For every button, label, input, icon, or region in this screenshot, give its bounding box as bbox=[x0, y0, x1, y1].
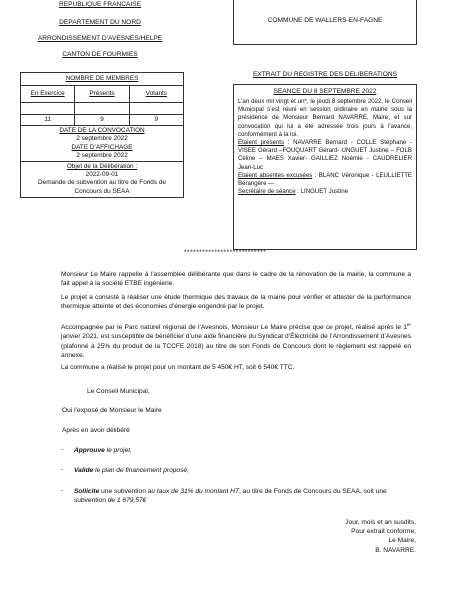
bullet-1-dash: - bbox=[61, 446, 64, 453]
objet-block bbox=[21, 162, 183, 197]
paragraph-4: La commune a réalisé le projet pour un montant de 5 450€ HT, soit 6 540€ TTC. bbox=[61, 364, 295, 371]
value-votants: 9 bbox=[129, 115, 183, 125]
paragraph-2: Le projet a consisté à réaliser une étude thermique des travaux de la mairie pour vérifier et attester de la performance thermique atteinte et des économies d’énergie engendré par le projet. bbox=[61, 294, 411, 311]
bullet-3-rest-2: , au titre de Fonds de Concours du SEAA, soit une subvention bbox=[74, 488, 387, 505]
members-values-row bbox=[21, 115, 183, 126]
members-header-row bbox=[21, 85, 183, 103]
bullet-2-rest: le plan de financement proposé, bbox=[93, 467, 189, 474]
convocation-label: DATE DE LA CONVOCATION bbox=[59, 127, 145, 135]
extract-intro: L’an deux mil vingt et un*, le jeudi 8 septembre 2022, le Conseil Municipal s’est réuni en session ordinaire en mairie sous la présidence de Monsieur Bernard NAVARRE, Maire, et sur convocation qui lui a été adressée trois jours à l’avance, conformément à la loi. bbox=[238, 98, 412, 138]
bullet-2 bbox=[74, 466, 414, 475]
bullet-1-rest: le projet, bbox=[104, 447, 132, 454]
seance-date: SEANCE DU 8 SEPTEMBRE 2022 bbox=[273, 88, 377, 95]
extract-box bbox=[233, 84, 417, 250]
secretaire-label: Secrétaire de séance bbox=[238, 188, 296, 196]
paragraph-1: Monsieur Le Maire rappelle à l’assemblée délibérante que dans le cadre de la rénovation de la mairie, la commune a fait appel à la société ETBE ingénierie. bbox=[61, 271, 411, 288]
objet-line-2: Concours du SEAA bbox=[74, 187, 130, 195]
paragraph-3-a: Accompagnée par le Parc naturel régional de l’Avesnois, Monsieur Le Maire précise que ce projet, réalisé après le 1 bbox=[61, 324, 407, 332]
header-line-republique: REPUBLIQUE FRANCAISE bbox=[58, 1, 142, 8]
header-en-exercice: En Exercice bbox=[30, 90, 65, 98]
secretaire-text: : LINGUET Justine bbox=[295, 188, 348, 196]
presents-label: Etaient présents bbox=[238, 139, 285, 147]
bullet-3-dash: - bbox=[61, 487, 64, 494]
extract-title: EXTRAIT DU REGISTRE DES DELIBERATIONS bbox=[252, 71, 398, 78]
convocation-block bbox=[21, 126, 183, 162]
bullet-3-italic-1: au taux de 31% du montant HT bbox=[147, 488, 239, 495]
oui-line: Oui l’exposé de Monsieur le Maire bbox=[62, 407, 162, 414]
separator: *************************** bbox=[183, 249, 267, 256]
header-line-canton: CANTON DE FOURMIES bbox=[62, 51, 138, 58]
paragraph-3 bbox=[61, 320, 411, 360]
commune-name: COMMUNE DE WALLERS-EN-FAGNE bbox=[267, 17, 383, 24]
header-line-arrondissement: ARRONDISSEMENT D’AVESNES/HELPE bbox=[37, 35, 163, 42]
bullet-3-italic-2: de 1 679,57€ bbox=[107, 497, 147, 505]
apres-line: Après en avoir délibéré bbox=[62, 427, 130, 434]
bullet-2-bold: Valide bbox=[74, 467, 94, 474]
extract-text bbox=[238, 98, 412, 196]
value-en-exercice: 11 bbox=[44, 116, 51, 124]
affichage-label: DATE D’AFFICHAGE bbox=[71, 143, 133, 151]
paragraph-3-b: janvier 2021, est susceptible de bénéficier d’une aide financière du Syndicat d’Électricité de l’Arrondissement d’Avesnes (plafonné à 25% du produit de la TCCFE 2018) au titre de son Fonds de Concours dont le règlement est rappelé en annexe. bbox=[61, 333, 411, 360]
members-table-title: NOMBRE DE MEMBRES bbox=[65, 75, 139, 82]
bullet-3 bbox=[74, 487, 414, 506]
convocation-date: 2 septembre 2022 bbox=[76, 135, 128, 143]
presents-text: : NAVARRE Bernard - COLLE Stéphane - VISEE Gérard –FOUQUART Gérard- UNGUET Justine – FOLB Céline – MAES Xavier- GAILLIEZ Noémie - CAUDRELIER Jean-Luc bbox=[238, 139, 412, 171]
signature-line-1: Jour, mois et an susdits, bbox=[345, 519, 416, 526]
bullet-1-bold: Approuve bbox=[74, 447, 105, 454]
paragraph-3-sup: er bbox=[406, 322, 411, 327]
objet-number: 2022-09-01 bbox=[85, 171, 119, 179]
absents-text: : BLANC Véronique - LEULLIETTE Bérangère — bbox=[238, 171, 412, 188]
bullet-1 bbox=[74, 446, 414, 455]
header-presents: Présents bbox=[74, 86, 128, 102]
conseil-line: Le Conseil Municipal, bbox=[87, 388, 150, 395]
absents-label: Etaient absentes excusées bbox=[238, 171, 313, 179]
signature-block bbox=[266, 518, 416, 555]
bullet-2-dash: - bbox=[61, 466, 64, 473]
affichage-date: 2 septembre 2022 bbox=[76, 151, 128, 159]
objet-label: Objet de la Délibération : bbox=[66, 163, 138, 171]
members-table bbox=[20, 72, 184, 198]
signature-line-2: Pour extrait conforme, bbox=[351, 528, 416, 536]
members-spacer-row bbox=[21, 103, 183, 115]
value-presents: 9 bbox=[74, 115, 128, 125]
signature-line-4: B. NAVARRE. bbox=[375, 546, 416, 554]
objet-line-1: Demande de subvention au titre de Fonds de bbox=[38, 179, 166, 187]
bullet-3-rest: une subvention bbox=[99, 488, 148, 495]
header-votants: Votants bbox=[129, 86, 183, 102]
commune-box bbox=[233, 0, 417, 45]
signature-line-3: Le Maire, bbox=[388, 537, 416, 545]
header-line-departement: DEPARTEMENT DU NORD bbox=[59, 19, 141, 26]
bullet-3-bold: Sollicite bbox=[74, 488, 100, 495]
